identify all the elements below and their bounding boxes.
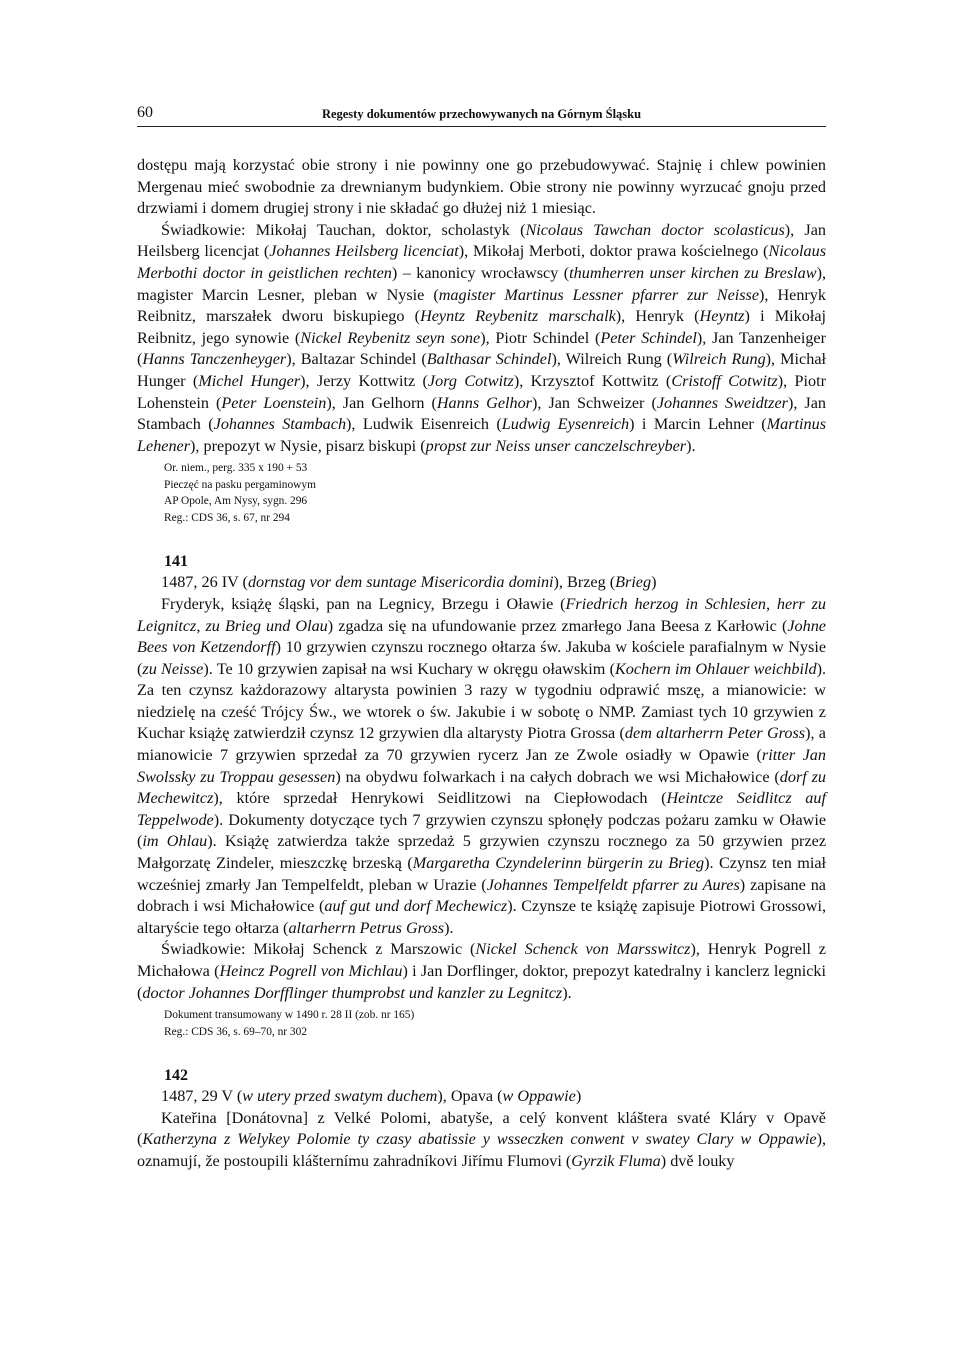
entry-141-witnesses: Świadkowie: Mikołaj Schenck z Marszowic (Nickel Schenck von Marsswitcz), Henryk Pogrell z Michałowa (Heincz Pogrell von Michlau) i Jan Dorflinger, doktor, prepozyt katedralny i kanclerz legnicki (doctor Johannes Dorfflinger thumprobst und kanzler zu Legnitcz). — [137, 940, 826, 1002]
entry-141-date: 1487, 26 IV (dornstag vor dem suntage Misericordia domini), Brzeg (Brieg) — [161, 573, 657, 592]
metadata-line: Pieczęć na pasku pergaminowym — [164, 478, 316, 491]
entry-141-metadata — [137, 1007, 826, 1040]
page-number: 60 — [137, 104, 153, 121]
document-page — [137, 100, 826, 1173]
page-header — [137, 100, 826, 127]
running-title: Regesty dokumentów przechowywanych na Górnym Śląsku — [321, 107, 642, 121]
metadata-line: Or. niem., perg. 335 x 190 + 53 — [164, 462, 308, 475]
entry-140-paragraph: dostępu mają korzystać obie strony i nie powinny one go przebudowywać. Stajnię i chlew powinien Mergenau mieć swobodnie za drewnianym budynkiem. Obie strony nie powinny wyrzucać gnoju przed drzwiami i domem drugiej strony i nie składać go dłużej niż 1 miesiąc. — [137, 156, 826, 218]
entry-140-metadata — [137, 460, 826, 526]
metadata-line: AP Opole, Am Nysy, sygn. 296 — [164, 495, 308, 508]
metadata-line: Reg.: CDS 36, s. 69–70, nr 302 — [164, 1025, 308, 1038]
metadata-line: Reg.: CDS 36, s. 67, nr 294 — [164, 511, 290, 524]
entry-number-142: 142 — [164, 1067, 188, 1085]
entry-141-paragraph: Fryderyk, książę śląski, pan na Legnicy, Brzegu i Oławie (Friedrich herzog in Schlesien, herr zu Leignitcz, zu Brieg und Olau) zgadza się na ufundowanie przez zmarłego Jana Beesa z Karłowic (Johne Bees von Ketzendorff) 10 grzywien czynszu rocznego ołtarza św. Jakuba w kościele parafialnym w Nysie (zu Neisse). Te 10 grzywien zapisał na wsi Kuchary w okręgu oławskim (Kochern im Ohlauer weichbild). Za ten czynsz każdorazowy altarysta powinien 3 razy w tygodniu odprawić mszę, a mianowicie: w niedzielę na cześć Trójcy Św., we wtorek o św. Jakubie i w sobotę o NMP. Zamiast tych 10 grzywien z Kuchar książę zatwierdził czynsz 12 grzywien dla altarysty Piotra Grossa (dem altarherrn Peter Gross), a mianowicie 7 grzywien sprzedał za 70 grzywien rycerz Jan ze Zwole osiadły w Opawie (ritter Jan Swolssky zu Troppau gesessen) na obydwu folwarkach i na całych dobrach we wsi Michałowice (dorf zu Mechewitcz), które sprzedał Henrykowi Seidlitzowi na Ciepłowodach (Heintcze Seidlitcz auf Teppelwode). Dokumenty dotyczące tych 7 grzywien czynszu spłonęły podczas pożaru zamku w Oławie (im Ohlau). Książę zatwierdza także sprzedaż 5 grzywien czynszu rocznego za 50 grzywien przez Małgorzatę Zindeler, mieszczkę brzeską (Margaretha Czyndelerinn bürgerin zu Brieg). Czynsz ten miał wcześniej zmarły Jan Tempelfeldt, pleban w Urazie (Johannes Tempelfeldt pfarrer zu Aures) zapisane na dobrach i wsi Michałowice (auf gut und dorf Mechewicz). Czynsze te książę zapisuje Piotrowi Grossowi, altaryście tego ołtarza (altarherrn Petrus Gross). — [137, 594, 827, 937]
entry-142-paragraph: Kateřina [Donátovna] z Velké Polomi, abatyše, a celý konvent kláštera svaté Kláry v Opavě (Katherzyna z Welykey Polomie ty czasy abatissie y wsseczken conwent v swatey Clary w Oppawie), oznamují, že postoupili klášternímu zahradníkovi Jiřímu Flumovi (Gyrzik Fluma) dvě louky — [137, 1108, 826, 1170]
metadata-line: Dokument transumowany w 1490 r. 28 II (zob. nr 165) — [164, 1009, 415, 1022]
entry-142-date: 1487, 29 V (w utery przed swatym duchem), Opava (w Oppawie) — [161, 1087, 582, 1106]
entry-140-witnesses: Świadkowie: Mikołaj Tauchan, doktor, scholastyk (Nicolaus Tawchan doctor scolasticus), Jan Heilsberg licencjat (Johannes Heilsberg licenciat), Mikołaj Merboti, doktor prawa kościelnego (Nicolaus Merbothi doctor in geistlichen rechten) – kanonicy wrocławscy (thumherren unser kirchen zu Breslaw), magister Marcin Lesner, pleban w Nysie (magister Martinus Lessner pfarrer zur Neisse), Henryk Reibnitz, marszałek dworu biskupiego (Heyntz Reybenitz marschalk), Henryk (Heyntz) i Mikołaj Reibnitz, jego synowie (Nickel Reybenitz seyn sone), Piotr Schindel (Peter Schindel), Jan Tanzenheiger (Hanns Tanczenheyger), Baltazar Schindel (Balthasar Schindel), Wilreich Rung (Wilreich Rung), Michał Hunger (Michel Hunger), Jerzy Kottwitz (Jorg Cotwitz), Krzysztof Kottwitz (Cristoff Cotwitz), Piotr Lohenstein (Peter Loenstein), Jan Gelhorn (Hanns Gelhor), Jan Schweizer (Johannes Sweidtzer), Jan Stambach (Johannes Stambach), Ludwik Eisenreich (Ludwig Eysenreich) i Marcin Lehner (Martinus Lehener), prepozyt w Nysie, pisarz biskupi (propst zur Neiss unser canczelschreyber). — [137, 220, 827, 455]
entry-number-141: 141 — [164, 553, 188, 571]
page-body — [137, 155, 826, 1173]
